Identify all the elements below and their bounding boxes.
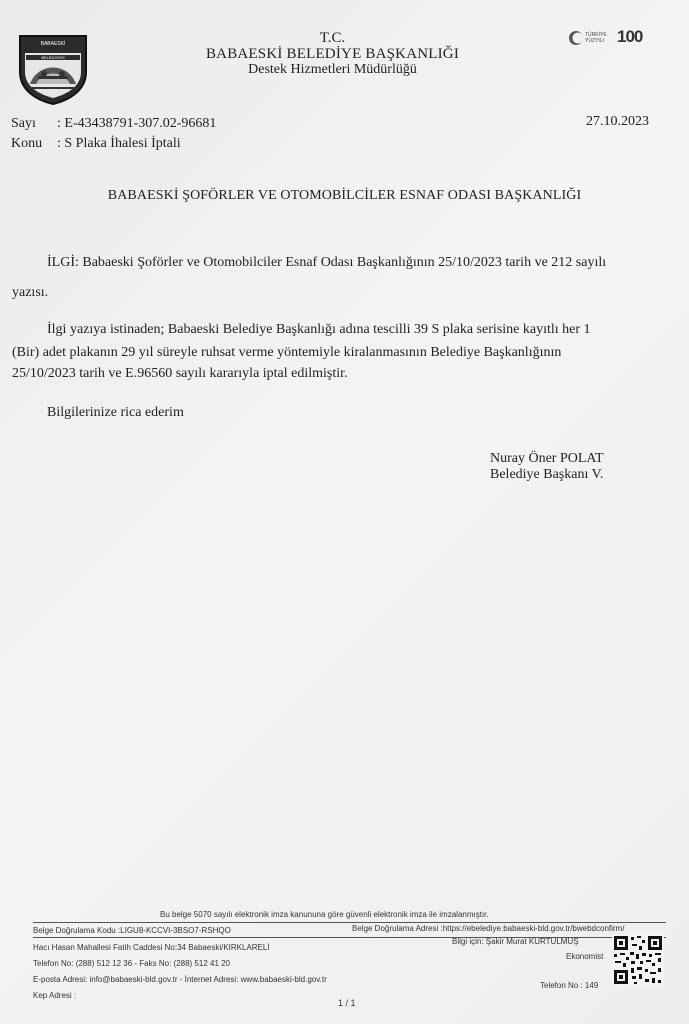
letter-meta [11, 114, 216, 154]
badge-line-2: YÜZYILI [585, 38, 604, 44]
sayi-value: : E-43438791-307.02-96681 [57, 116, 217, 131]
esign-note: Bu belge 5070 sayılı elektronik imza kanununa göre güvenli elektronik imza ile imzalanmıştır. [160, 910, 489, 919]
verify-code: Belge Doğrulama Kodu :LIGU8-KCCVI-3BSO7-RSHQO [33, 926, 231, 935]
footer-address: Hacı Hasan Mahallesi Fatih Caddesi No:34 Babaeski/KIRKLARELİ [33, 943, 270, 952]
footer-phone-ext: Telefon No : 149 [540, 981, 599, 990]
logo-text-bottom: BELEDİYESİ [41, 55, 65, 60]
konu-row [11, 134, 216, 154]
paragraph-2-line-3: 25/10/2023 tarih ve E.96560 sayılı kararıyla iptal edilmiştir. [12, 366, 348, 381]
footer-phone-fax: Telefon No: (288) 512 12 36 - Faks No: (288) 512 41 20 [33, 959, 231, 968]
badge-line-1: TÜRKİYE [585, 32, 607, 38]
qr-code-icon [612, 934, 664, 986]
addressee: BABAESKİ ŞOFÖRLER VE OTOMOBİLCİLER ESNAF ODASI BAŞKANLIĞI [107, 188, 582, 203]
crescent-icon [567, 29, 585, 47]
konu-label: Konu [11, 136, 43, 151]
header-organization: BABAESKİ BELEDİYE BAŞKANLIĞI [205, 46, 460, 62]
info-title: Ekonomist [566, 952, 604, 961]
paragraph-2-line-2: (Bir) adet plakanın 29 yıl süreyle ruhsat verme yöntemiyle kiralanmasının Belediye Başkanlığının [12, 345, 562, 360]
signatory-title: Belediye Başkanı V. [490, 467, 604, 482]
sayi-row [11, 114, 216, 134]
page-number: 1 / 1 [338, 998, 356, 1008]
header-department: Destek Hizmetleri Müdürlüğü [248, 62, 417, 77]
info-contact: Bilgi için: Şakir Murat KURTULMUŞ [452, 937, 579, 946]
footer-email-web: E-posta Adresi: info@babaeski-bld.gov.tr - İnternet Adresi: www.babaeski-bld.gov.tr [33, 975, 327, 984]
paragraph-2-line-1: İlgi yazıya istinaden; Babaeski Belediye Başkanlığı adına tescilli 39 S plaka serisine kayıtlı her 1 [47, 322, 591, 337]
badge-number: 100 [617, 27, 643, 46]
closing-line: Bilgilerinize rica ederim [47, 405, 184, 420]
turkiye-yuzyili-badge [567, 26, 657, 52]
municipality-logo [14, 28, 92, 106]
letter-header [150, 30, 515, 78]
header-tc: T.C. [319, 30, 346, 46]
qr-code [612, 934, 664, 986]
sayi-label: Sayı [11, 116, 36, 131]
footer-kep: Kep Adresi : [33, 991, 77, 1000]
ilgi-line-2: yazısı. [12, 285, 49, 300]
konu-value: : S Plaka İhalesi İptali [57, 136, 181, 151]
verify-address-link[interactable]: Belge Doğrulama Adresi :https://ebelediye.babaeski-bld.gov.tr/bwebdconfirm/ [352, 924, 625, 933]
signature-block [490, 451, 604, 483]
letter-date: 27.10.2023 [586, 114, 649, 129]
signatory-name: Nuray Öner POLAT [490, 451, 604, 466]
footer-divider-top [33, 922, 666, 923]
logo-text-top: BABAESKİ [40, 41, 66, 47]
ilgi-line-1: İLGİ: Babaeski Şoförler ve Otomobilciler Esnaf Odası Başkanlığının 25/10/2023 tarih ve 212 sayılı [47, 255, 607, 270]
